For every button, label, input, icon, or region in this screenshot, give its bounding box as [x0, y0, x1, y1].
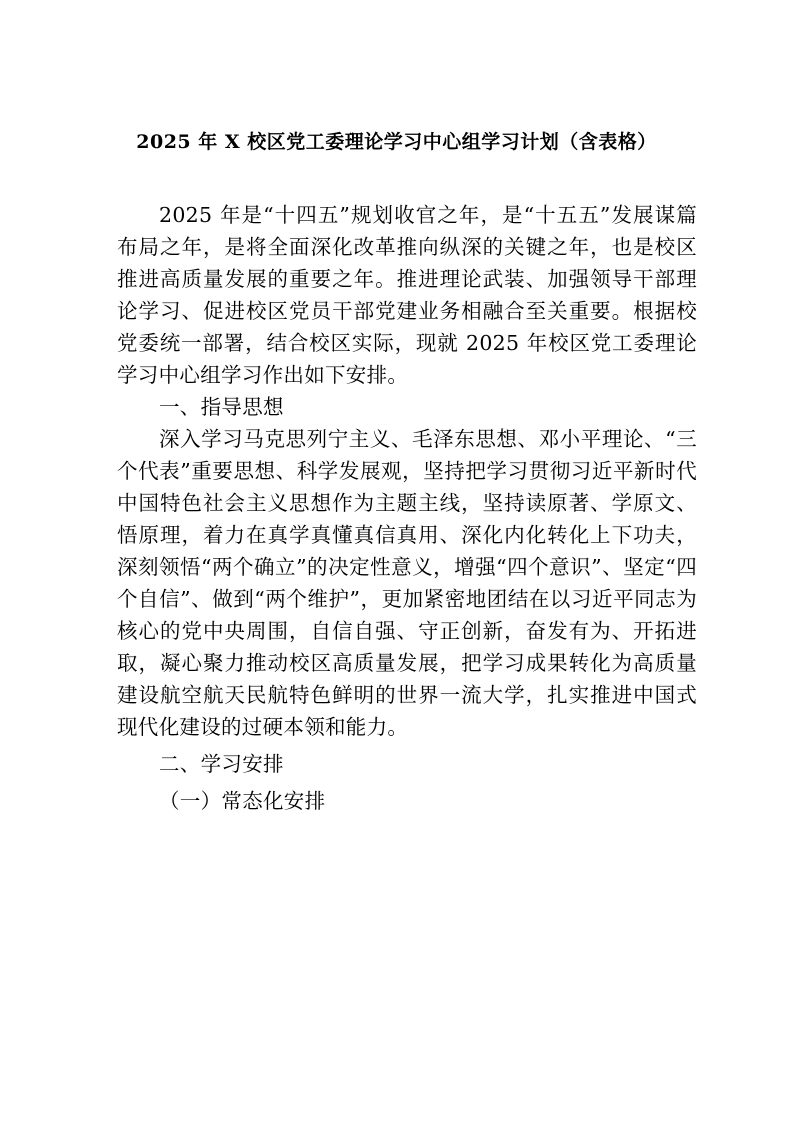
intro-paragraph: 2025 年是“十四五”规划收官之年，是“十五五”发展谋篇布局之年，是将全面深化改革推向纵深的关键之年，也是校区推进高质量发展的重要之年。推进理论武装、加强领导干部理论学习、促进校区党员干部党建业务相融合至关重要。根据校党委统一部署，结合校区实际，现就 2025 年校区党工委理论学习中心组学习作出如下安排。: [117, 203, 697, 387]
section-2-heading: 二、学习安排: [159, 752, 284, 776]
section-2-subheading-1: （一）常态化安排: [159, 789, 326, 813]
document-title: 2025 年 X 校区党工委理论学习中心组学习计划（含表格）: [136, 131, 657, 153]
document-body: [117, 199, 697, 817]
section-1-paragraph: 深入学习马克思列宁主义、毛泽东思想、邓小平理论、“三个代表”重要思想、科学发展观，坚持把学习贯彻习近平新时代中国特色社会主义思想作为主题主线，坚持读原著、学原文、悟原理，着力在真学真懂真信真用、深化内化转化上下功夫，深刻领悟“两个确立”的决定性意义，增强“四个意识”、坚定“四个自信”、做到“两个维护”，更加紧密地团结在以习近平同志为核心的党中央周围，自信自强、守正创新，奋发有为、开拓进取，凝心聚力推动校区高质量发展，把学习成果转化为高质量建设航空航天民航特色鲜明的世界一流大学，扎实推进中国式现代化建设的过硬本领和能力。: [117, 427, 697, 739]
section-1-heading: 一、指导思想: [159, 395, 284, 419]
